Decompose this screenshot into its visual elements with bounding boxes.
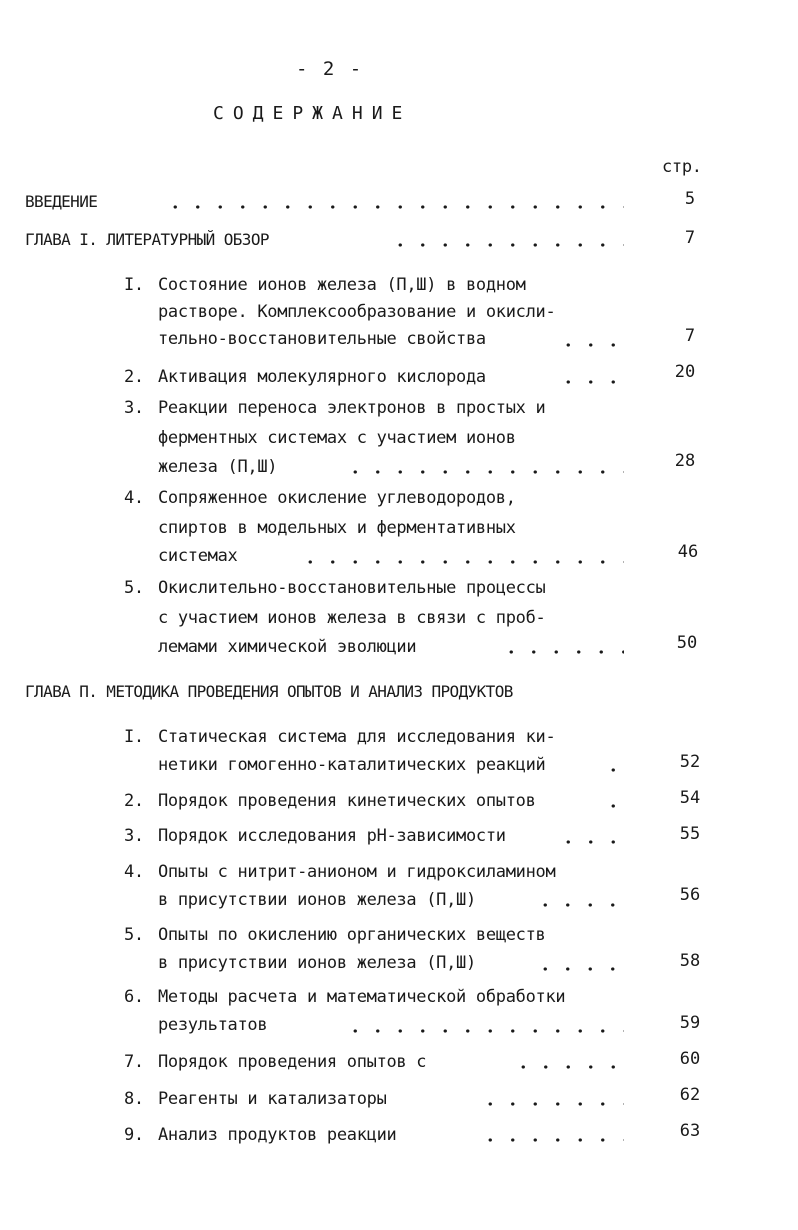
dot-leader xyxy=(344,470,624,474)
toc-chapter-title: ГЛАВА I. ЛИТЕРАТУРНЫЙ ОБЗОР xyxy=(25,230,269,249)
dot-leader xyxy=(602,804,624,808)
toc-chapter-title: ГЛАВА П. МЕТОДИКА ПРОВЕДЕНИЯ ОПЫТОВ И АНАЛИЗ ПРОДУКТОВ xyxy=(25,682,513,701)
toc-page-number: 50 xyxy=(676,633,698,653)
toc-item-line: Порядок проведения опытов с xyxy=(158,1052,427,1072)
toc-item-line: с участием ионов железа в связи с проб- xyxy=(158,608,546,628)
dot-leader xyxy=(344,1029,624,1033)
page-column-label: стр. xyxy=(662,157,702,177)
dot-leader xyxy=(479,1138,624,1142)
dot-leader xyxy=(389,243,624,247)
dot-leader xyxy=(557,840,624,844)
toc-item-number: 2. xyxy=(124,367,144,387)
toc-item-number: I. xyxy=(124,727,144,747)
toc-item-line: Порядок исследования рН-зависимости xyxy=(158,826,506,846)
toc-page-number: 46 xyxy=(677,542,699,562)
toc-item-number: 5. xyxy=(124,578,144,598)
toc-item-line: Окислительно-восстановительные процессы xyxy=(158,578,546,598)
contents-heading: СОДЕРЖАНИЕ xyxy=(213,103,412,124)
dot-leader xyxy=(534,967,624,971)
toc-item-line: Состояние ионов железа (П,Ш) в водном xyxy=(158,275,526,295)
dot-leader xyxy=(557,343,624,347)
toc-item-line: Реакции переноса электронов в простых и xyxy=(158,398,546,418)
toc-page-number: 5 xyxy=(684,189,696,209)
toc-item-number: I. xyxy=(124,275,144,295)
toc-item-line: в присутствии ионов железа (П,Ш) xyxy=(158,890,476,910)
dot-leader xyxy=(602,768,624,772)
toc-item-number: 3. xyxy=(124,826,144,846)
toc-item-line: железа (П,Ш) xyxy=(158,457,278,477)
toc-item-line: лемами химической эволюции xyxy=(158,637,417,657)
dot-leader xyxy=(557,380,624,384)
toc-item-number: 6. xyxy=(124,987,144,1007)
toc-item-line: Анализ продуктов реакции xyxy=(158,1125,397,1145)
toc-page-number: 20 xyxy=(674,362,696,382)
toc-item-number: 4. xyxy=(124,862,144,882)
toc-page-number: 60 xyxy=(679,1049,701,1069)
toc-page-number: 62 xyxy=(679,1085,701,1105)
toc-item-line: ферментных системах с участием ионов xyxy=(158,428,516,448)
dot-leader xyxy=(479,1102,624,1106)
toc-item-line: Опыты с нитрит-анионом и гидроксиламином xyxy=(158,862,556,882)
toc-item-line: тельно-восстановительные свойства xyxy=(158,329,486,349)
toc-item-number: 2. xyxy=(124,791,144,811)
toc-item-line: нетики гомогенно-каталитических реакций xyxy=(158,755,546,775)
toc-page-number: 7 xyxy=(684,228,696,248)
dot-leader xyxy=(534,903,624,907)
toc-page-number: 52 xyxy=(679,752,701,772)
toc-item-line: Реагенты и катализаторы xyxy=(158,1089,387,1109)
toc-item-number: 3. xyxy=(124,398,144,418)
toc-entry-title: ВВЕДЕНИЕ xyxy=(25,192,98,211)
toc-page-number: 7 xyxy=(684,326,696,346)
dot-leader xyxy=(512,1065,624,1069)
toc-item-line: Сопряженное окисление углеводородов, xyxy=(158,488,516,508)
toc-page-number: 63 xyxy=(679,1121,701,1141)
toc-page-number: 59 xyxy=(679,1013,701,1033)
dot-leader xyxy=(500,650,624,654)
toc-page-number: 55 xyxy=(679,824,701,844)
toc-item-line: Активация молекулярного кислорода xyxy=(158,367,486,387)
toc-page-number: 58 xyxy=(679,951,701,971)
dot-leader xyxy=(299,560,624,564)
toc-item-number: 9. xyxy=(124,1125,144,1145)
toc-item-line: Методы расчета и математической обработки xyxy=(158,987,566,1007)
toc-item-line: Статическая система для исследования ки- xyxy=(158,727,556,747)
toc-item-number: 5. xyxy=(124,925,144,945)
toc-item-number: 4. xyxy=(124,488,144,508)
toc-item-line: результатов xyxy=(158,1015,268,1035)
page-number: - 2 - xyxy=(296,58,364,80)
toc-item-line: Опыты по окислению органических веществ xyxy=(158,925,546,945)
dot-leader xyxy=(164,205,624,209)
toc-item-line: Порядок проведения кинетических опытов xyxy=(158,791,536,811)
toc-item-line: в присутствии ионов железа (П,Ш) xyxy=(158,953,476,973)
toc-item-number: 8. xyxy=(124,1089,144,1109)
toc-item-number: 7. xyxy=(124,1052,144,1072)
toc-item-line: растворе. Комплексообразование и окисли- xyxy=(158,302,556,322)
toc-item-line: системах xyxy=(158,546,238,566)
toc-item-line: спиртов в модельных и ферментативных xyxy=(158,518,516,538)
toc-page-number: 54 xyxy=(679,788,701,808)
toc-page-number: 56 xyxy=(679,885,701,905)
toc-page-number: 28 xyxy=(674,451,696,471)
